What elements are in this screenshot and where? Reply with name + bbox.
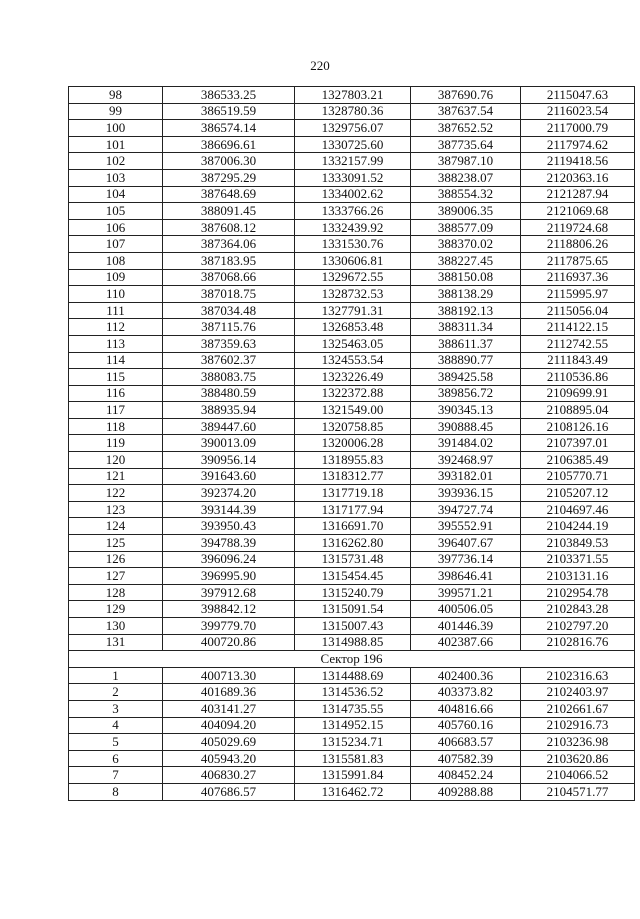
section-label: Сектор 196 bbox=[69, 651, 635, 668]
table-row bbox=[69, 186, 635, 203]
coord-x2-cell: 387735.64 bbox=[411, 136, 521, 153]
coord-x2-cell: 390345.13 bbox=[411, 402, 521, 419]
table-row bbox=[69, 435, 635, 452]
coord-y2-cell: 2105770.71 bbox=[521, 468, 635, 485]
point-number-cell: 110 bbox=[69, 286, 163, 303]
point-number-cell: 8 bbox=[69, 783, 163, 800]
point-number-cell: 102 bbox=[69, 153, 163, 170]
coord-y2-cell: 2103236.98 bbox=[521, 734, 635, 751]
coord-y1-cell: 1315731.48 bbox=[295, 551, 411, 568]
coord-y1-cell: 1325463.05 bbox=[295, 335, 411, 352]
point-number-cell: 6 bbox=[69, 750, 163, 767]
coord-y2-cell: 2104571.77 bbox=[521, 783, 635, 800]
coord-x2-cell: 391484.02 bbox=[411, 435, 521, 452]
coord-y2-cell: 2115995.97 bbox=[521, 286, 635, 303]
coord-y2-cell: 2112742.55 bbox=[521, 335, 635, 352]
coord-y1-cell: 1321549.00 bbox=[295, 402, 411, 419]
coord-x1-cell: 390956.14 bbox=[163, 452, 295, 469]
point-number-cell: 101 bbox=[69, 136, 163, 153]
coord-y2-cell: 2103849.53 bbox=[521, 535, 635, 552]
coord-x1-cell: 387115.76 bbox=[163, 319, 295, 336]
coord-x1-cell: 394788.39 bbox=[163, 535, 295, 552]
point-number-cell: 120 bbox=[69, 452, 163, 469]
table-row bbox=[69, 684, 635, 701]
table-row bbox=[69, 418, 635, 435]
coord-y2-cell: 2114122.15 bbox=[521, 319, 635, 336]
point-number-cell: 118 bbox=[69, 418, 163, 435]
coord-x2-cell: 388890.77 bbox=[411, 352, 521, 369]
coord-x1-cell: 387183.95 bbox=[163, 252, 295, 269]
coord-x2-cell: 401446.39 bbox=[411, 618, 521, 635]
coord-x1-cell: 390013.09 bbox=[163, 435, 295, 452]
point-number-cell: 121 bbox=[69, 468, 163, 485]
point-number-cell: 98 bbox=[69, 87, 163, 104]
table-row bbox=[69, 136, 635, 153]
coord-x1-cell: 386533.25 bbox=[163, 87, 295, 104]
coord-x1-cell: 391643.60 bbox=[163, 468, 295, 485]
coord-x2-cell: 393936.15 bbox=[411, 485, 521, 502]
coord-y2-cell: 2102403.97 bbox=[521, 684, 635, 701]
table-row bbox=[69, 319, 635, 336]
coord-y1-cell: 1315091.54 bbox=[295, 601, 411, 618]
point-number-cell: 100 bbox=[69, 120, 163, 137]
coord-y2-cell: 2104066.52 bbox=[521, 767, 635, 784]
coord-y2-cell: 2120363.16 bbox=[521, 169, 635, 186]
coord-y1-cell: 1314988.85 bbox=[295, 634, 411, 651]
coord-y1-cell: 1314488.69 bbox=[295, 667, 411, 684]
coord-x1-cell: 400720.86 bbox=[163, 634, 295, 651]
coord-y2-cell: 2103131.16 bbox=[521, 568, 635, 585]
coord-x2-cell: 388611.37 bbox=[411, 335, 521, 352]
table-row bbox=[69, 551, 635, 568]
coord-x1-cell: 407686.57 bbox=[163, 783, 295, 800]
point-number-cell: 113 bbox=[69, 335, 163, 352]
coord-x1-cell: 399779.70 bbox=[163, 618, 295, 635]
point-number-cell: 115 bbox=[69, 369, 163, 386]
coord-y2-cell: 2116937.36 bbox=[521, 269, 635, 286]
coord-x1-cell: 388935.94 bbox=[163, 402, 295, 419]
coord-y1-cell: 1332157.99 bbox=[295, 153, 411, 170]
table-row bbox=[69, 667, 635, 684]
table-row bbox=[69, 352, 635, 369]
coord-x1-cell: 387006.30 bbox=[163, 153, 295, 170]
coord-y2-cell: 2110536.86 bbox=[521, 369, 635, 386]
coord-x1-cell: 406830.27 bbox=[163, 767, 295, 784]
coord-x1-cell: 387648.69 bbox=[163, 186, 295, 203]
coord-y1-cell: 1314536.52 bbox=[295, 684, 411, 701]
coord-y2-cell: 2108126.16 bbox=[521, 418, 635, 435]
table-row bbox=[69, 236, 635, 253]
coord-x1-cell: 386696.61 bbox=[163, 136, 295, 153]
coord-y1-cell: 1314952.15 bbox=[295, 717, 411, 734]
coord-y2-cell: 2108895.04 bbox=[521, 402, 635, 419]
coord-y2-cell: 2107397.01 bbox=[521, 435, 635, 452]
table-row bbox=[69, 153, 635, 170]
table-row bbox=[69, 120, 635, 137]
coord-x2-cell: 408452.24 bbox=[411, 767, 521, 784]
point-number-cell: 107 bbox=[69, 236, 163, 253]
coord-y1-cell: 1316262.80 bbox=[295, 535, 411, 552]
coord-y2-cell: 2102954.78 bbox=[521, 584, 635, 601]
coord-x1-cell: 388091.45 bbox=[163, 203, 295, 220]
coord-x2-cell: 388311.34 bbox=[411, 319, 521, 336]
coord-y1-cell: 1315240.79 bbox=[295, 584, 411, 601]
coord-y2-cell: 2109699.91 bbox=[521, 385, 635, 402]
table-row bbox=[69, 286, 635, 303]
coord-x2-cell: 393182.01 bbox=[411, 468, 521, 485]
coord-y2-cell: 2105207.12 bbox=[521, 485, 635, 502]
coord-x2-cell: 397736.14 bbox=[411, 551, 521, 568]
coord-y2-cell: 2102816.76 bbox=[521, 634, 635, 651]
point-number-cell: 111 bbox=[69, 302, 163, 319]
coord-x2-cell: 409288.88 bbox=[411, 783, 521, 800]
point-number-cell: 112 bbox=[69, 319, 163, 336]
point-number-cell: 128 bbox=[69, 584, 163, 601]
coord-y1-cell: 1330725.60 bbox=[295, 136, 411, 153]
coord-x2-cell: 388577.09 bbox=[411, 219, 521, 236]
coord-x1-cell: 387602.37 bbox=[163, 352, 295, 369]
coord-x2-cell: 389006.35 bbox=[411, 203, 521, 220]
point-number-cell: 3 bbox=[69, 700, 163, 717]
coord-x1-cell: 387068.66 bbox=[163, 269, 295, 286]
coord-x1-cell: 405943.20 bbox=[163, 750, 295, 767]
point-number-cell: 131 bbox=[69, 634, 163, 651]
coord-y1-cell: 1331530.76 bbox=[295, 236, 411, 253]
coord-y2-cell: 2102916.73 bbox=[521, 717, 635, 734]
coord-y2-cell: 2117875.65 bbox=[521, 252, 635, 269]
table-row bbox=[69, 783, 635, 800]
coord-y1-cell: 1327791.31 bbox=[295, 302, 411, 319]
coord-x2-cell: 388150.08 bbox=[411, 269, 521, 286]
coord-y1-cell: 1324553.54 bbox=[295, 352, 411, 369]
section-header-row bbox=[69, 651, 635, 668]
coord-y1-cell: 1334002.62 bbox=[295, 186, 411, 203]
table-row bbox=[69, 634, 635, 651]
coord-x1-cell: 387359.63 bbox=[163, 335, 295, 352]
coord-x2-cell: 403373.82 bbox=[411, 684, 521, 701]
coord-y1-cell: 1315991.84 bbox=[295, 767, 411, 784]
coord-x2-cell: 389425.58 bbox=[411, 369, 521, 386]
coord-y1-cell: 1327803.21 bbox=[295, 87, 411, 104]
coord-x1-cell: 388480.59 bbox=[163, 385, 295, 402]
coord-y1-cell: 1330606.81 bbox=[295, 252, 411, 269]
point-number-cell: 127 bbox=[69, 568, 163, 585]
coord-x2-cell: 387652.52 bbox=[411, 120, 521, 137]
coord-x2-cell: 405760.16 bbox=[411, 717, 521, 734]
table-row bbox=[69, 452, 635, 469]
coord-x1-cell: 398842.12 bbox=[163, 601, 295, 618]
coord-y1-cell: 1315007.43 bbox=[295, 618, 411, 635]
coord-x1-cell: 393144.39 bbox=[163, 501, 295, 518]
point-number-cell: 105 bbox=[69, 203, 163, 220]
table-row bbox=[69, 485, 635, 502]
point-number-cell: 109 bbox=[69, 269, 163, 286]
coord-y2-cell: 2119724.68 bbox=[521, 219, 635, 236]
coord-y1-cell: 1326853.48 bbox=[295, 319, 411, 336]
table-row bbox=[69, 468, 635, 485]
coord-y2-cell: 2102843.28 bbox=[521, 601, 635, 618]
point-number-cell: 103 bbox=[69, 169, 163, 186]
table-row bbox=[69, 169, 635, 186]
table-row bbox=[69, 734, 635, 751]
table-row bbox=[69, 518, 635, 535]
coord-x2-cell: 388370.02 bbox=[411, 236, 521, 253]
coord-x1-cell: 392374.20 bbox=[163, 485, 295, 502]
coord-x1-cell: 401689.36 bbox=[163, 684, 295, 701]
coord-x2-cell: 390888.45 bbox=[411, 418, 521, 435]
point-number-cell: 119 bbox=[69, 435, 163, 452]
point-number-cell: 125 bbox=[69, 535, 163, 552]
table-row bbox=[69, 369, 635, 386]
coord-x2-cell: 388554.32 bbox=[411, 186, 521, 203]
coord-y2-cell: 2111843.49 bbox=[521, 352, 635, 369]
coord-y2-cell: 2117974.62 bbox=[521, 136, 635, 153]
table-row bbox=[69, 252, 635, 269]
coord-y1-cell: 1317719.18 bbox=[295, 485, 411, 502]
point-number-cell: 117 bbox=[69, 402, 163, 419]
coord-y1-cell: 1328732.53 bbox=[295, 286, 411, 303]
table-row bbox=[69, 535, 635, 552]
coord-x1-cell: 387364.06 bbox=[163, 236, 295, 253]
coordinates-table bbox=[68, 86, 635, 801]
point-number-cell: 104 bbox=[69, 186, 163, 203]
point-number-cell: 4 bbox=[69, 717, 163, 734]
coord-y2-cell: 2102316.63 bbox=[521, 667, 635, 684]
table-row bbox=[69, 584, 635, 601]
coord-y1-cell: 1315581.83 bbox=[295, 750, 411, 767]
point-number-cell: 5 bbox=[69, 734, 163, 751]
coord-x2-cell: 402400.36 bbox=[411, 667, 521, 684]
coord-y1-cell: 1323226.49 bbox=[295, 369, 411, 386]
coord-y2-cell: 2103620.86 bbox=[521, 750, 635, 767]
coord-y1-cell: 1318312.77 bbox=[295, 468, 411, 485]
coord-x2-cell: 400506.05 bbox=[411, 601, 521, 618]
coord-y1-cell: 1318955.83 bbox=[295, 452, 411, 469]
coord-x2-cell: 394727.74 bbox=[411, 501, 521, 518]
coord-y1-cell: 1320006.28 bbox=[295, 435, 411, 452]
table-row bbox=[69, 501, 635, 518]
coord-x2-cell: 398646.41 bbox=[411, 568, 521, 585]
table-row bbox=[69, 269, 635, 286]
coord-x2-cell: 388238.07 bbox=[411, 169, 521, 186]
coord-y1-cell: 1332439.92 bbox=[295, 219, 411, 236]
coord-x2-cell: 407582.39 bbox=[411, 750, 521, 767]
coord-x1-cell: 404094.20 bbox=[163, 717, 295, 734]
point-number-cell: 126 bbox=[69, 551, 163, 568]
coord-y1-cell: 1333766.26 bbox=[295, 203, 411, 220]
coord-y2-cell: 2121069.68 bbox=[521, 203, 635, 220]
coord-y1-cell: 1316462.72 bbox=[295, 783, 411, 800]
coord-y1-cell: 1333091.52 bbox=[295, 169, 411, 186]
coord-y2-cell: 2104697.46 bbox=[521, 501, 635, 518]
coord-y2-cell: 2121287.94 bbox=[521, 186, 635, 203]
coord-x2-cell: 395552.91 bbox=[411, 518, 521, 535]
coord-y1-cell: 1316691.70 bbox=[295, 518, 411, 535]
point-number-cell: 114 bbox=[69, 352, 163, 369]
coord-x1-cell: 405029.69 bbox=[163, 734, 295, 751]
coord-x2-cell: 387987.10 bbox=[411, 153, 521, 170]
coord-y1-cell: 1320758.85 bbox=[295, 418, 411, 435]
coord-x1-cell: 389447.60 bbox=[163, 418, 295, 435]
point-number-cell: 122 bbox=[69, 485, 163, 502]
table-row bbox=[69, 601, 635, 618]
coord-x1-cell: 397912.68 bbox=[163, 584, 295, 601]
coord-x2-cell: 399571.21 bbox=[411, 584, 521, 601]
table-row bbox=[69, 103, 635, 120]
coord-x1-cell: 400713.30 bbox=[163, 667, 295, 684]
coord-x1-cell: 387295.29 bbox=[163, 169, 295, 186]
point-number-cell: 106 bbox=[69, 219, 163, 236]
coord-x1-cell: 387018.75 bbox=[163, 286, 295, 303]
coord-x2-cell: 389856.72 bbox=[411, 385, 521, 402]
coord-y1-cell: 1328780.36 bbox=[295, 103, 411, 120]
coord-y2-cell: 2102661.67 bbox=[521, 700, 635, 717]
point-number-cell: 7 bbox=[69, 767, 163, 784]
point-number-cell: 129 bbox=[69, 601, 163, 618]
point-number-cell: 130 bbox=[69, 618, 163, 635]
coord-y2-cell: 2103371.55 bbox=[521, 551, 635, 568]
point-number-cell: 108 bbox=[69, 252, 163, 269]
coord-y2-cell: 2115056.04 bbox=[521, 302, 635, 319]
table-row bbox=[69, 402, 635, 419]
coord-x2-cell: 402387.66 bbox=[411, 634, 521, 651]
coord-x1-cell: 386574.14 bbox=[163, 120, 295, 137]
page-number: 220 bbox=[310, 58, 330, 73]
table-row bbox=[69, 302, 635, 319]
coord-x2-cell: 387637.54 bbox=[411, 103, 521, 120]
coord-x1-cell: 396096.24 bbox=[163, 551, 295, 568]
point-number-cell: 99 bbox=[69, 103, 163, 120]
coord-x2-cell: 387690.76 bbox=[411, 87, 521, 104]
coord-x1-cell: 387608.12 bbox=[163, 219, 295, 236]
table-row bbox=[69, 335, 635, 352]
coord-y2-cell: 2119418.56 bbox=[521, 153, 635, 170]
coord-y2-cell: 2104244.19 bbox=[521, 518, 635, 535]
coord-x2-cell: 392468.97 bbox=[411, 452, 521, 469]
table-row bbox=[69, 750, 635, 767]
coord-y2-cell: 2117000.79 bbox=[521, 120, 635, 137]
coord-y1-cell: 1322372.88 bbox=[295, 385, 411, 402]
coord-x1-cell: 403141.27 bbox=[163, 700, 295, 717]
table-row bbox=[69, 87, 635, 104]
coord-y1-cell: 1315234.71 bbox=[295, 734, 411, 751]
table-row bbox=[69, 219, 635, 236]
table-row bbox=[69, 618, 635, 635]
coord-y1-cell: 1317177.94 bbox=[295, 501, 411, 518]
coord-x2-cell: 404816.66 bbox=[411, 700, 521, 717]
point-number-cell: 1 bbox=[69, 667, 163, 684]
coord-x1-cell: 396995.90 bbox=[163, 568, 295, 585]
point-number-cell: 116 bbox=[69, 385, 163, 402]
coord-x1-cell: 393950.43 bbox=[163, 518, 295, 535]
point-number-cell: 123 bbox=[69, 501, 163, 518]
coord-x1-cell: 386519.59 bbox=[163, 103, 295, 120]
coord-y2-cell: 2116023.54 bbox=[521, 103, 635, 120]
coord-y1-cell: 1329756.07 bbox=[295, 120, 411, 137]
table-row bbox=[69, 700, 635, 717]
coord-x1-cell: 388083.75 bbox=[163, 369, 295, 386]
point-number-cell: 2 bbox=[69, 684, 163, 701]
coord-y1-cell: 1314735.55 bbox=[295, 700, 411, 717]
point-number-cell: 124 bbox=[69, 518, 163, 535]
table-row bbox=[69, 203, 635, 220]
coord-y2-cell: 2118806.26 bbox=[521, 236, 635, 253]
coord-x2-cell: 388227.45 bbox=[411, 252, 521, 269]
coord-x1-cell: 387034.48 bbox=[163, 302, 295, 319]
coord-x2-cell: 406683.57 bbox=[411, 734, 521, 751]
coord-x2-cell: 396407.67 bbox=[411, 535, 521, 552]
table-row bbox=[69, 767, 635, 784]
coord-y2-cell: 2106385.49 bbox=[521, 452, 635, 469]
table-row bbox=[69, 717, 635, 734]
table-row bbox=[69, 385, 635, 402]
coord-y2-cell: 2115047.63 bbox=[521, 87, 635, 104]
coord-x2-cell: 388138.29 bbox=[411, 286, 521, 303]
coord-x2-cell: 388192.13 bbox=[411, 302, 521, 319]
coord-y1-cell: 1329672.55 bbox=[295, 269, 411, 286]
coord-y1-cell: 1315454.45 bbox=[295, 568, 411, 585]
table-row bbox=[69, 568, 635, 585]
coord-y2-cell: 2102797.20 bbox=[521, 618, 635, 635]
